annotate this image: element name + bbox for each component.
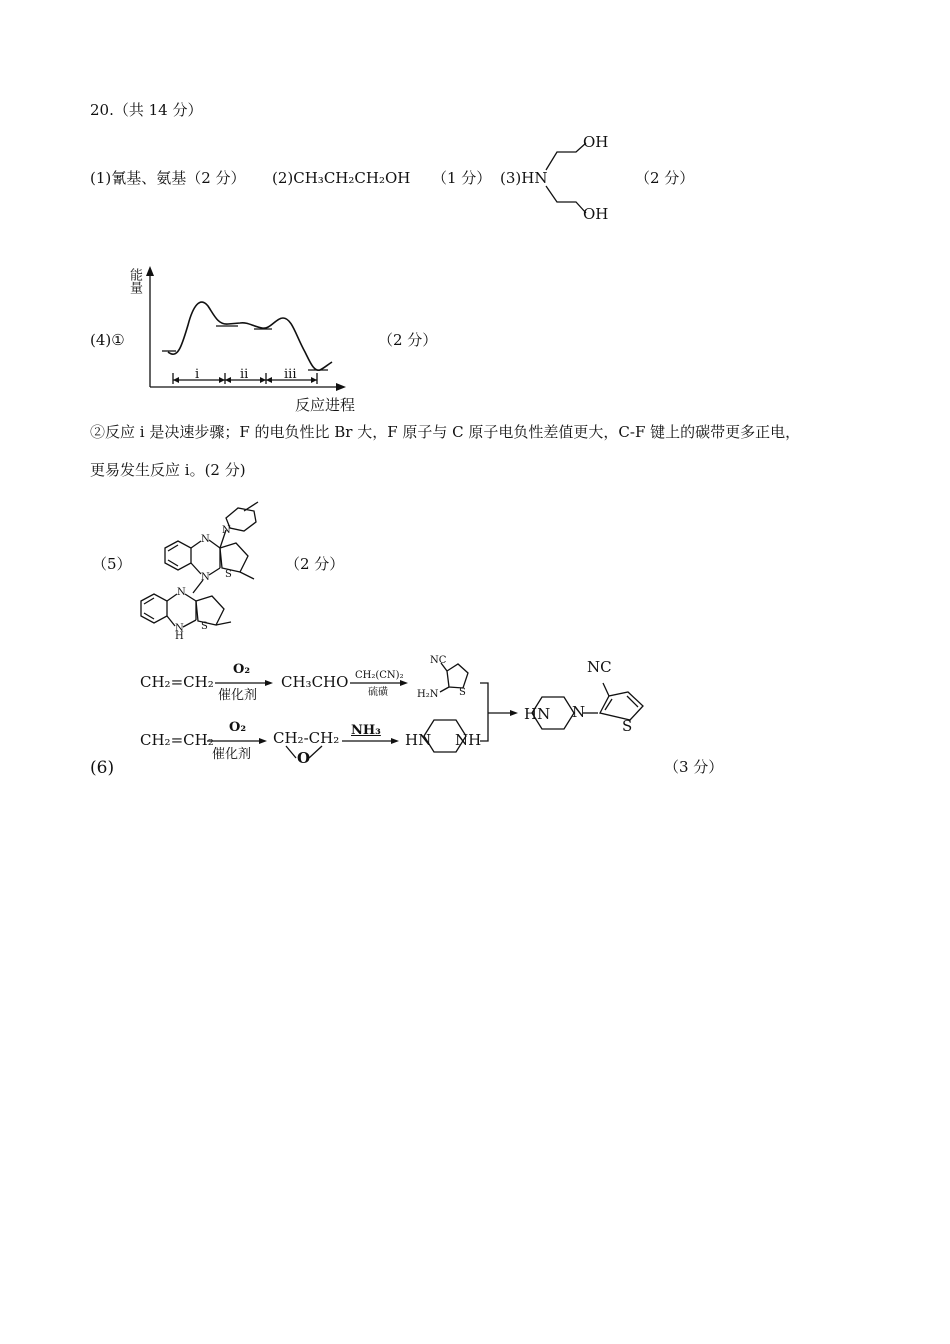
row2-nh3: NH₃ [351,723,381,738]
row2-ethylene: CH₂=CH₂ [140,731,214,749]
part4-answer-line1: ②反应 i 是决速步骤；F 的电负性比 Br 大，F 原子与 C 原子电负性差值更大，C-F 键上的碳带更多正电， [90,423,801,441]
part3-oh-top: OH [583,133,609,151]
row2-nh: NH [455,731,482,749]
row1-acetaldehyde: CH₃CHO [281,673,349,691]
atom-h: H [175,631,184,642]
question-header: 20.（共 14 分） [90,101,203,119]
part5-structure [141,502,258,627]
part2-answer: (2)CH₃CH₂CH₂OH [272,169,411,187]
atom-n: N [222,525,231,536]
atom-n: N [175,623,184,634]
part4-answer-line2: 更易发生反应 i。(2 分) [90,461,246,479]
row2-epoxide-o: O [297,749,311,767]
final-s: S [622,717,633,735]
step-iii-label: iii [284,367,297,382]
part5-score: （2 分） [285,555,345,573]
row1-catalyst: 催化剂 [218,688,258,703]
atom-n: N [201,572,210,583]
row1-o2: O₂ [233,662,251,677]
diethanolamine-structure [546,143,586,213]
energy-axis-label: 能量 [127,268,142,294]
atom-n: N [177,587,186,598]
part3-oh-bottom: OH [583,205,609,223]
row1-h2n: H₂N [417,689,439,700]
row2-catalyst: 催化剂 [212,747,252,762]
row2-epoxide: CH₂-CH₂ [273,729,340,747]
atom-s: S [225,569,232,580]
row1-s: S [459,687,466,698]
reaction-progress-label: 反应进程 [295,396,356,414]
part5-label: （5） [92,555,132,573]
part1-answer: (1)氰基、氨基（2 分） [90,169,246,187]
atom-n: N [201,534,210,545]
row1-sulfur: 硫磺 [368,687,388,698]
row1-ethylene: CH₂=CH₂ [140,673,214,691]
final-nc: NC [587,658,612,676]
step-ii-label: ii [240,367,249,382]
part6-score: （3 分） [664,758,724,776]
row2-hn: HN [405,731,432,749]
row1-malononitrile: CH₂(CN)₂ [355,670,404,681]
part6-label: (6) [90,758,115,778]
row1-nc: NC [430,655,447,666]
row2-o2: O₂ [229,720,247,735]
part2-score: （1 分） [432,169,492,187]
step-i-label: i [195,367,200,382]
part3-label: (3)HN [500,169,548,187]
part4-score: （2 分） [378,331,438,349]
final-hn: HN [524,705,551,723]
atom-s: S [201,621,208,632]
final-n: N [572,703,586,721]
part3-score: （2 分） [635,169,695,187]
part4-label: (4)① [90,331,125,349]
